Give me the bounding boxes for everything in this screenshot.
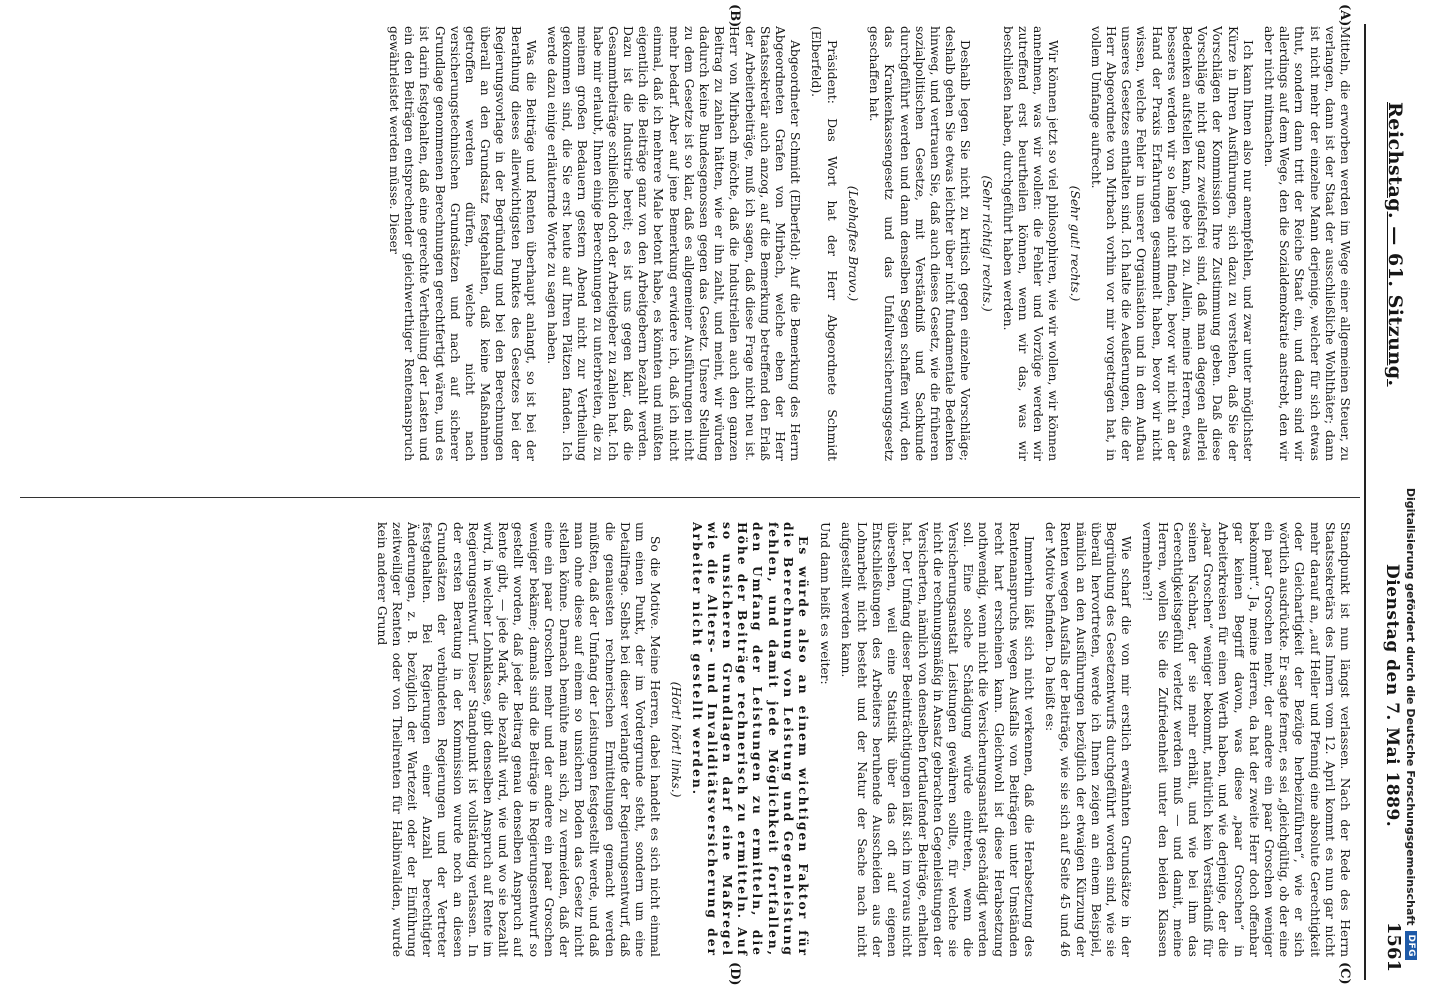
quotation: Es würde also an einem wichtigen Faktor für die Berechnung von Leistung und Gegenleistung fehlen, und damit jede Möglichkeit fortfallen, den Umfang der Leistungen zu ermitteln, die Höhe der Beiträge rechnerisch zu ermitteln. Auf so unsicheren Grundlagen darf eine Maßregel wie die Alters- und Invaliditätsversicherung der Arbeiter nicht gestellt werden. <box>689 522 812 957</box>
credit-text: Digitalisierung gefördert durch die Deutsche Forschungsgemeinschaft <box>1404 487 1418 926</box>
margin-marker-c: (C) <box>1337 962 1352 985</box>
text-column-left <box>22 26 1352 461</box>
digitization-credit <box>1395 40 1427 960</box>
paragraph: Abgeordneter Schmidt (Elberfeld): Auf die Bemerkung des Herrn Abgeordneten Grafen von Mirbach, welche eben der Herr Staatssekretär auch anzog, auf die Bemerkung betreffend den Erlaß der Arbeiterbeiträge, muß ich sagen, daß diese Frage nicht neu ist. Herr von Mirbach möchte, daß die Industriellen auch den ganzen Beitrag zu zahlen hätten, wie er ihn zahlt, und meint, wir würden dadurch keine Bundesgenossen gegen das Gesetz. Unsere Stellung zu dem Gesetze ist so klar, daß es allgemeiner Ausführungen nicht mehr bedarf. Aber auf jene Bemerkung erwidere ich, daß ich nicht einmal, daß ich mehrere Male betont habe, es könnten und müßten eigentlich die Beiträge ganz von den Arbeitgebern bezahlt werden. Dazu ist die Industrie bereit; es ist uns gegen klar, daß die Gesammtbeiträge schließlich doch der Arbeitgeber zu zahlen hat. Ich habe mir erlaubt, Ihnen einige Berechnungen zu unterbreiten, die zu meinem großen Bedauern gestern Abend nicht zur Vertheilung gekommen sind, die Sie erst heute auf Ihren Plätzen fanden. Ich werde dazu einige erläuternde Worte zu sagen haben. <box>545 26 803 461</box>
margin-marker-d: (D) <box>727 962 742 986</box>
quotation: Immerhin läßt sich nicht verkennen, daß die Herabsetzung des Rentenanspruchs wegen Ausfalls von Beiträgen unter Umständen recht hart erscheinen kann. Gleichwohl ist diese Herabsetzung nothwendig, wenn nicht die Versicherungsanstalt geschädigt werden soll. Eine solche Schädigung würde eintreten, wenn die Versicherungsanstalt Leistungen gewähren sollte, für welche sie nicht die rechnungsmäßig in Ansatz gebrachten Gegenleistungen der Versicherten, nämlich von denselben fortlaufender Beiträge, erhalten hat. Der Umfang dieser Beeinträchtigungen läßt sich im voraus nicht übersehen, weil eine Statistik über das oft auf eigenen Entschließungen des Arbeiters beruhende Ausscheiden aus der Lohnarbeit nicht besteht und der Natur der Sache nach nicht aufgestellt werden kann. <box>839 522 1036 957</box>
paragraph: Ich kann Ihnen also nur anempfehlen, und zwar unter möglichster Kürze in Ihren Ausführungen, sich dazu zu verstehen, daß Sie der Vorschlägen der Kommission Ihre Zustimmung geben. Daß diese Vorschläge nicht ganz zweifelsfrei sind, daß man dagegen allerlei Bedenken aufstellen kann, gebe ich zu. Allein, meine Herren, etwas besseres werden wir so lange nicht finden, bevor wir nicht an der Hand der Praxis Erfahrungen gesammelt haben, bevor wir nicht wissen, welche Fehler in unserer Organisation und in dem Aufbau unseres Gesetzes enthalten sind. Ich halte die Aeußerungen, die der Herr Abgeordnete von Mirbach vorhin vor mir vorgetragen hat, in vollem Umfange aufrecht. <box>1088 26 1255 461</box>
paragraph: Was die Beiträge und Renten überhaupt anlangt, so ist bei der Berathung dieses allerwichtigsten Punktes des Gesetzes bei der Regierungsvorlage in der Begründung und bei den Berechnungen überall an den Grundsatz festgehalten, daß keine Maßnahmen getroffen werden dürfen, welche nicht nach versicherungstechnischen Grundsätzen und nach auf sicherer Grundlage genommenen Berechnungen gerechtfertigt wären, und es ist darin festgehalten, daß eine gerechte Vertheilung der Lasten und ein den Beiträgen entsprechender gleichwerthiger Rentenanspruch gewährleistet werden müsse. Dieser <box>387 26 538 461</box>
margin-marker-b: (B) <box>727 4 742 28</box>
column-divider <box>20 497 1360 498</box>
paragraph: Standpunkt ist nun längst verlassen. Nach der Rede des Herrn Staatssekretärs des Innern vom 12. April kommt es nun gar nicht mehr darauf an, „auf Heller und Pfennig eine absolute Gerechtigkeit oder Gleichartigkeit der Bezüge herbeizuführen“, wie er sich wörtlich ausdrückte. Er sagte ferner, es sei „gleichgültig, ob der eine ein paar Groschen mehr, der andere ein paar Groschen weniger bekommt“. Ja, meine Herren, da hat der zweite Herr doch offenbar gar keinen Begriff davon, was diese „paar Groschen“ in Arbeiterkreisen für einen Werth haben, und wie derjenige, der die „paar Groschen“ weniger bekommt, natürlich kein Verständniß für seinen Nachbar, der sie mehr erhält, und wie bei ihm das Gerechtigkeitsgefühl verletzt werden muß — und damit, meine Herren, wollen Sie die Zufriedenheit unter den beiden Klassen vermehren?! <box>1140 522 1352 957</box>
paragraph: Wie scharf die von mir erstlich erwähnten Grundsätze in der Begründung des Gesetzentwurfs durchgeführt worden sind, wie sie überall hervortreten, werde ich Ihnen zeigen an einem Beispiel, nämlich an den Ausführungen bezüglich der etwaigen Kürzung der Renten wegen Ausfalls der Beiträge, wie sie sich auf Seite 45 und 46 der Motive befinden. Da heißt es: <box>1043 522 1134 957</box>
paragraph: So die Motive. Meine Herren, dabei handelt es sich nicht einmal um einen Punkt, der im Vordergrunde steht, sondern um eine Detailfrage. Selbst bei dieser verlangte der Regierungsentwurf, daß die genauesten rechnerischen Ermittelungen gemacht werden müßten, daß der Umfang der Leistungen festgestellt werde, und daß man ohne diese auf einem so unsichern Boden das Gesetz nicht stellen könne. Darnach bemühte man sich, zu vermeiden, daß der eine ein paar Groschen mehr und der andere ein paar Groschen weniger bekäme; damals sind die Beiträge in Regierungsentwurf so gestellt worden, daß jeder Beitrag genau denselben Anspruch auf Rente gibt, — jede Mark, die bezahlt wird, wie und wo sie bezahlt wird, in welcher Lohnklasse, gibt denselben Anspruch auf Rente im Regierungsentwurf. Dieser Standpunkt ist vollständig verlassen. In der ersten Beratung in der Kommission wurde noch an diesen Grundsätzen der verbündeten Regierungen und der Vertreter festgehalten. Bei Regierungen einer Anzahl berechtigter Änderungen, z. B. bezüglich der Wartezeit oder der Einführung zeitweiliger Renten oder von Theilrenten für Halbinvaliden, wurde kein anderer Grund <box>374 522 663 957</box>
interjection: (Sehr gut! rechts.) <box>1067 185 1082 302</box>
paragraph: Mitteln, die erworben werden im Wege einer allgemeinen Steuer, zu verlangen, dann ist der Staat der ausschließliche Wohlthäter; dann ist nicht mehr der einzelne Mann derjenige, welcher für sich etwas thut, sondern dann tritt der Reiche Staat ein, und dann sind wir allerdings auf dem Wege, den die Sozialdemokratie anstrebt, den wir aber nicht mitmachen. <box>1261 26 1352 461</box>
page-number: 1561 <box>1383 921 1404 972</box>
text-column-right <box>22 522 1352 957</box>
paragraph: Deshalb legen Sie nicht zu kritisch gegen einzelne Vorschläge; deshalb gehen Sie etwas leichter über nicht fundamentale Bedenken hinweg, und vertrauen Sie, daß auch dieses Gesetz, wie die früheren sozialpolitischen Gesetze, mit Verständniß und Sachkunde durchgeführt werden und dann denselben Segen schaffen wird, den das Krankenkassengesetz und das Unfallversicherungsgesetz geschaffen hat. <box>867 26 973 461</box>
interjection: (Sehr richtig! rechts.) <box>979 175 994 312</box>
header-date: Dienstag den 7. Mai 1889. <box>1382 564 1402 828</box>
paragraph: Und dann heißt es weiter: <box>818 522 833 685</box>
interjection: (Hört! hört! links.) <box>669 681 684 798</box>
dfg-logo: DFG <box>1405 931 1417 960</box>
interjection: (Lebhaftes Bravo.) <box>845 185 860 302</box>
header-session-title: Reichstag. — 61. Sitzung. <box>1384 102 1406 387</box>
margin-marker-a: (A) <box>1337 4 1352 27</box>
header-rule <box>1364 24 1366 980</box>
paragraph: Wir können jetzt so viel philosophiren, wie wir wollen, wir können annehmen, was wir wollen: die Fehler und Vorzüge werden wir zutreffend erst beurtheilen können, wenn wir das, was wir beschließen haben, durchgeführt haben werden. <box>1000 26 1061 461</box>
president-statement: Präsident: Das Wort hat der Herr Abgeordnete Schmidt (Elberfeld). <box>809 26 839 461</box>
